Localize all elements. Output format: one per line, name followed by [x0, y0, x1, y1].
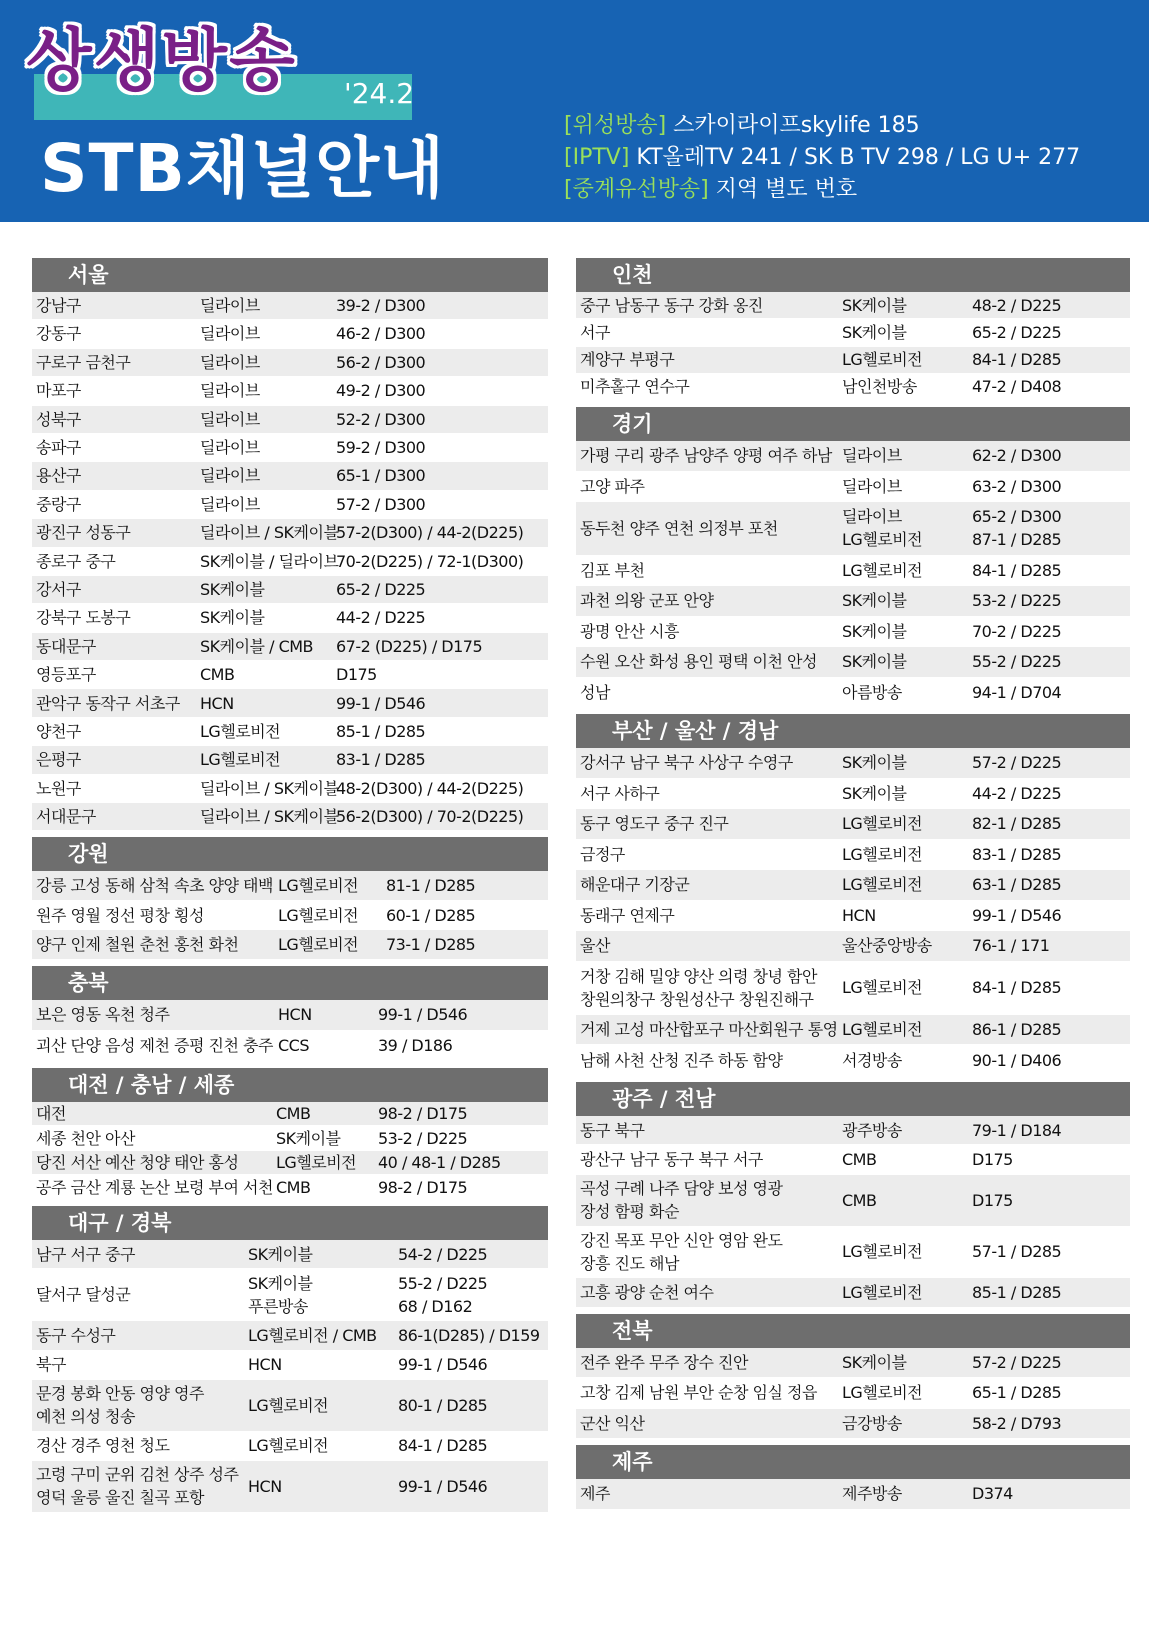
channel-cell: D175: [972, 1190, 1013, 1210]
provider-cell: 딜라이브: [200, 438, 260, 458]
region-cell: 양천구: [36, 721, 81, 741]
channel-cell: 98-2 / D175: [378, 1177, 468, 1197]
channel-row: [32, 349, 548, 377]
provider-cell: CCS: [278, 1036, 309, 1056]
provider-cell: LG헬로비전: [200, 721, 281, 741]
region-cell: 성북구: [36, 409, 81, 429]
channel-cell: 70-2(D225) / 72-1(D300): [336, 551, 524, 571]
region-cell: 중구 남동구 동구 강화 옹진: [580, 295, 763, 315]
channel-row: [576, 472, 1130, 503]
channel-cell: 57-1 / D285: [972, 1242, 1062, 1262]
region-cell: 고창 김제 남원 부안 순창 임실 정읍: [580, 1383, 817, 1403]
channel-row: [32, 901, 548, 931]
channel-row: [32, 689, 548, 717]
provider-cell: SK케이블 푸른방송: [248, 1273, 313, 1316]
provider-cell: 딜라이브: [842, 476, 902, 496]
provider-cell: LG헬로비전: [842, 844, 923, 864]
channel-cell: 85-1 / D285: [972, 1282, 1062, 1302]
channel-row: [576, 1116, 1130, 1146]
region-cell: 강릉 고성 동해 삼척 속초 양양 태백: [36, 876, 273, 896]
region-cell: 고양 파주: [580, 476, 645, 496]
channel-cell: D175: [336, 665, 377, 685]
provider-cell: LG헬로비전: [248, 1395, 329, 1415]
channel-row: [576, 1015, 1130, 1046]
section-header: 경기: [576, 407, 1130, 441]
channel-row: [32, 377, 548, 405]
section-header: 충북: [32, 966, 548, 1000]
provider-cell: 제주방송: [842, 1484, 902, 1504]
edition-date: '24.2: [344, 77, 415, 110]
region-cell: 보은 영동 옥천 청주: [36, 1005, 170, 1025]
channel-row: [32, 1175, 548, 1200]
provider-cell: 울산중앙방송: [842, 936, 932, 956]
channel-row: [32, 1102, 548, 1127]
channel-row: [576, 1479, 1130, 1510]
provider-cell: LG헬로비전: [842, 978, 923, 998]
channel-cell: 83-1 / D285: [972, 844, 1062, 864]
region-cell: 강동구: [36, 324, 81, 344]
stb-channel-guide-title: STB채널안내: [40, 130, 445, 207]
right-column: [576, 258, 1130, 1510]
region-cell: 동구 북구: [580, 1120, 645, 1140]
channel-list: [32, 292, 548, 831]
channel-row: [32, 1240, 548, 1270]
section-header: 인천: [576, 258, 1130, 292]
provider-cell: 딜라이브: [842, 446, 902, 466]
channel-list: [576, 748, 1130, 1076]
provider-cell: CMB: [200, 665, 235, 685]
channel-row: [32, 1321, 548, 1351]
channel-cell: 60-1 / D285: [386, 905, 476, 925]
provider-cell: 아름방송: [842, 682, 902, 702]
provider-cell: CMB: [842, 1150, 877, 1170]
channel-row: [576, 748, 1130, 779]
channel-row: [576, 1348, 1130, 1379]
channel-cell: 73-1 / D285: [386, 935, 476, 955]
info-line-iptv: [IPTV] KT올레TV 241 / SK B TV 298 / LG U+ 277: [564, 145, 1081, 170]
provider-cell: LG헬로비전: [842, 560, 923, 580]
channel-row: [32, 1380, 548, 1432]
channel-cell: 84-1 / D285: [972, 978, 1062, 998]
region-cell: 해운대구 기장군: [580, 875, 690, 895]
channel-list: [576, 292, 1130, 401]
provider-cell: LG헬로비전: [842, 350, 923, 370]
region-cell: 동구 수성구: [36, 1325, 116, 1345]
channel-row: [32, 519, 548, 547]
provider-cell: CMB: [276, 1104, 311, 1124]
channel-cell: 48-2(D300) / 44-2(D225): [336, 778, 524, 798]
channel-row: [576, 931, 1130, 962]
channel-row: [32, 1461, 548, 1513]
region-cell: 당진 서산 예산 청양 태안 홍성: [36, 1153, 239, 1173]
channel-cell: 99-1 / D546: [398, 1476, 488, 1496]
region-cell: 거창 김해 밀양 양산 의령 창녕 함안 창원의창구 창원성산구 창원진해구: [580, 966, 817, 1009]
channel-cell: 84-1 / D285: [972, 560, 1062, 580]
channel-row: [32, 661, 548, 689]
channel-row: [576, 292, 1130, 319]
channel-row: [576, 1278, 1130, 1308]
platform-info: [564, 110, 1080, 206]
channel-cell: 58-2 / D793: [972, 1413, 1062, 1433]
provider-cell: 딜라이브: [200, 466, 260, 486]
region-cell: 대전: [36, 1104, 66, 1124]
channel-cell: 39-2 / D300: [336, 296, 426, 316]
provider-cell: SK케이블: [842, 322, 907, 342]
channel-cell: 65-1 / D300: [336, 466, 426, 486]
region-cell: 구로구 금천구: [36, 352, 131, 372]
provider-cell: 딜라이브 / SK케이블: [200, 523, 339, 543]
provider-cell: LG헬로비전: [842, 1242, 923, 1262]
channel-cell: 44-2 / D225: [336, 608, 426, 628]
region-cell: 영등포구: [36, 665, 96, 685]
channel-cell: 90-1 / D406: [972, 1050, 1062, 1070]
region-cell: 고령 구미 군위 김천 상주 성주 영덕 울릉 울진 칠곡 포항: [36, 1465, 239, 1508]
provider-cell: 딜라이브 / SK케이블: [200, 778, 339, 798]
provider-cell: LG헬로비전: [276, 1153, 357, 1173]
channel-row: [576, 840, 1130, 871]
channel-cell: 67-2 (D225) / D175: [336, 636, 483, 656]
channel-cell: 46-2 / D300: [336, 324, 426, 344]
channel-cell: 82-1 / D285: [972, 814, 1062, 834]
provider-cell: CMB: [276, 1177, 311, 1197]
section-header: 전북: [576, 1314, 1130, 1348]
region-cell: 노원구: [36, 778, 81, 798]
channel-list: [576, 1479, 1130, 1510]
region-cell: 남구 서구 중구: [36, 1244, 135, 1264]
channel-cell: 53-2 / D225: [972, 591, 1062, 611]
provider-cell: HCN: [248, 1355, 282, 1375]
section-header: 대구 / 경북: [32, 1206, 548, 1240]
channel-row: [576, 347, 1130, 374]
region-cell: 서대문구: [36, 807, 96, 827]
region-cell: 계양구 부평구: [580, 350, 675, 370]
channel-row: [32, 491, 548, 519]
provider-cell: 금강방송: [842, 1413, 902, 1433]
region-cell: 고흥 광양 순천 여수: [580, 1282, 714, 1302]
provider-cell: LG헬로비전: [248, 1436, 329, 1456]
channel-row: [576, 962, 1130, 1015]
channel-row: [576, 1227, 1130, 1279]
channel-cell: 83-1 / D285: [336, 750, 426, 770]
section-header: 서울: [32, 258, 548, 292]
channel-row: [32, 548, 548, 576]
channel-row: [32, 718, 548, 746]
channel-row: [576, 809, 1130, 840]
channel-row: [32, 1126, 548, 1151]
provider-cell: SK케이블 / 딜라이브: [200, 551, 339, 571]
region-cell: 원주 영월 정선 평창 횡성: [36, 905, 204, 925]
info-line-satellite: [위성방송] 스카이라이프skylife 185: [564, 113, 920, 138]
provider-cell: 딜라이브 LG헬로비전: [842, 507, 923, 550]
provider-cell: SK케이블 / CMB: [200, 636, 314, 656]
channel-cell: 86-1 / D285: [972, 1020, 1062, 1040]
channel-list: [32, 871, 548, 960]
channel-cell: 81-1 / D285: [386, 876, 476, 896]
region-cell: 강북구 도봉구: [36, 608, 131, 628]
region-cell: 마포구: [36, 381, 81, 401]
channel-row: [32, 576, 548, 604]
channel-cell: 53-2 / D225: [378, 1128, 468, 1148]
channel-cell: 57-2 / D300: [336, 494, 426, 514]
channel-cell: 57-2 / D225: [972, 1352, 1062, 1372]
provider-cell: SK케이블: [276, 1128, 341, 1148]
provider-cell: SK케이블: [842, 621, 907, 641]
channel-row: [32, 1151, 548, 1176]
channel-row: [32, 1351, 548, 1381]
provider-cell: LG헬로비전: [278, 876, 359, 896]
region-cell: 남해 사천 산청 진주 하동 함양: [580, 1050, 783, 1070]
provider-cell: LG헬로비전: [278, 905, 359, 925]
channel-cell: 76-1 / 171: [972, 936, 1050, 956]
channel-list: [576, 1348, 1130, 1440]
broadcaster-title: 상생방송: [26, 22, 297, 101]
region-cell: 관악구 동작구 서초구: [36, 693, 180, 713]
channel-cell: 65-2 / D225: [972, 322, 1062, 342]
section-header: 부산 / 울산 / 경남: [576, 714, 1130, 748]
provider-cell: SK케이블: [842, 753, 907, 773]
provider-cell: 딜라이브: [200, 352, 260, 372]
channel-cell: 56-2(D300) / 70-2(D225): [336, 807, 524, 827]
channel-cell: 84-1 / D285: [972, 350, 1062, 370]
channel-row: [32, 462, 548, 490]
region-cell: 가평 구리 광주 남양주 양평 여주 하남: [580, 446, 832, 466]
channel-cell: 57-2 / D225: [972, 753, 1062, 773]
provider-cell: LG헬로비전: [200, 750, 281, 770]
channel-row: [576, 586, 1130, 617]
region-cell: 동두천 양주 연천 의정부 포천: [580, 518, 778, 538]
provider-cell: 남인천방송: [842, 377, 917, 397]
region-cell: 동래구 연제구: [580, 905, 675, 925]
provider-cell: SK케이블: [842, 591, 907, 611]
region-cell: 김포 부천: [580, 560, 645, 580]
region-cell: 전주 완주 무주 장수 진안: [580, 1352, 748, 1372]
region-cell: 동대문구: [36, 636, 96, 656]
region-cell: 수원 오산 화성 용인 평택 이천 안성: [580, 652, 817, 672]
channel-row: [576, 502, 1130, 555]
channel-cell: 99-1 / D546: [336, 693, 426, 713]
region-cell: 은평구: [36, 750, 81, 770]
channel-row: [32, 803, 548, 831]
provider-cell: LG헬로비전: [842, 875, 923, 895]
region-cell: 광진구 성동구: [36, 523, 131, 543]
region-cell: 광명 안산 시흥: [580, 621, 679, 641]
provider-cell: HCN: [248, 1476, 282, 1496]
channel-cell: 63-2 / D300: [972, 476, 1062, 496]
channel-row: [576, 647, 1130, 678]
channel-cell: 59-2 / D300: [336, 438, 426, 458]
channel-cell: 52-2 / D300: [336, 409, 426, 429]
region-cell: 미추홀구 연수구: [580, 377, 690, 397]
channel-row: [576, 1175, 1130, 1227]
channel-row: [32, 292, 548, 320]
channel-row: [576, 678, 1130, 709]
channel-cell: 39 / D186: [378, 1036, 453, 1056]
provider-cell: 광주방송: [842, 1120, 902, 1140]
channel-cell: 55-2 / D225 68 / D162: [398, 1273, 488, 1316]
channel-cell: 54-2 / D225: [398, 1244, 488, 1264]
channel-row: [576, 1045, 1130, 1076]
channel-cell: 62-2 / D300: [972, 446, 1062, 466]
provider-cell: SK케이블: [842, 652, 907, 672]
channel-row: [576, 1378, 1130, 1409]
channel-row: [32, 871, 548, 901]
channel-row: [576, 1409, 1130, 1440]
region-cell: 강남구: [36, 296, 81, 316]
channel-cell: 48-2 / D225: [972, 295, 1062, 315]
channel-cell: 85-1 / D285: [336, 721, 426, 741]
provider-cell: 딜라이브: [200, 381, 260, 401]
region-cell: 괴산 단양 음성 제천 증평 진천 충주: [36, 1036, 273, 1056]
provider-cell: 딜라이브: [200, 494, 260, 514]
channel-cell: 98-2 / D175: [378, 1104, 468, 1124]
channel-row: [576, 617, 1130, 648]
channel-cell: D374: [972, 1484, 1013, 1504]
channel-row: [32, 320, 548, 348]
provider-cell: SK케이블: [842, 783, 907, 803]
channel-cell: 65-2 / D300 87-1 / D285: [972, 507, 1062, 550]
provider-cell: LG헬로비전 / CMB: [248, 1325, 377, 1345]
provider-cell: LG헬로비전: [278, 935, 359, 955]
provider-cell: SK케이블: [248, 1244, 313, 1264]
region-cell: 동구 영도구 중구 진구: [580, 814, 729, 834]
channel-row: [32, 434, 548, 462]
channel-row: [576, 901, 1130, 932]
region-cell: 거제 고성 마산합포구 마산회원구 통영: [580, 1020, 838, 1040]
region-cell: 북구: [36, 1355, 66, 1375]
provider-cell: HCN: [278, 1005, 312, 1025]
provider-cell: HCN: [200, 693, 234, 713]
channel-cell: 94-1 / D704: [972, 682, 1062, 702]
channel-row: [576, 556, 1130, 587]
section-header: 대전 / 충남 / 세종: [32, 1068, 548, 1102]
channel-list: [32, 1000, 548, 1062]
section-header: 광주 / 전남: [576, 1082, 1130, 1116]
channel-list: [32, 1240, 548, 1513]
channel-cell: 79-1 / D184: [972, 1120, 1062, 1140]
region-cell: 중랑구: [36, 494, 81, 514]
region-cell: 달서구 달성군: [36, 1285, 131, 1305]
channel-cell: 47-2 / D408: [972, 377, 1062, 397]
channel-cell: 55-2 / D225: [972, 652, 1062, 672]
section-header: 강원: [32, 837, 548, 871]
channel-cell: 65-1 / D285: [972, 1383, 1062, 1403]
channel-cell: 65-2 / D225: [336, 580, 426, 599]
info-line-relay-cable: [중계유선방송] 지역 별도 번호: [564, 177, 858, 202]
section-header: 제주: [576, 1445, 1130, 1479]
channel-row: [576, 1145, 1130, 1175]
header-banner: [0, 0, 1149, 222]
region-cell: 울산: [580, 936, 610, 956]
channel-cell: D175: [972, 1150, 1013, 1170]
channel-cell: 99-1 / D546: [972, 905, 1062, 925]
region-cell: 양구 인제 철원 춘천 홍천 화천: [36, 935, 239, 955]
region-cell: 세종 천안 아산: [36, 1128, 135, 1148]
region-cell: 강서구 남구 북구 사상구 수영구: [580, 753, 793, 773]
channel-row: [576, 441, 1130, 472]
region-cell: 경산 경주 영천 청도: [36, 1436, 170, 1456]
region-cell: 금정구: [580, 844, 625, 864]
provider-cell: LG헬로비전: [842, 1383, 923, 1403]
channel-cell: 49-2 / D300: [336, 381, 426, 401]
channel-cell: 44-2 / D225: [972, 783, 1062, 803]
channel-row: [576, 779, 1130, 810]
channel-cell: 99-1 / D546: [398, 1355, 488, 1375]
provider-cell: LG헬로비전: [842, 1020, 923, 1040]
channel-cell: 99-1 / D546: [378, 1005, 468, 1025]
provider-cell: SK케이블: [200, 608, 265, 628]
provider-cell: LG헬로비전: [842, 1282, 923, 1302]
left-column: [32, 258, 548, 1513]
channel-cell: 57-2(D300) / 44-2(D225): [336, 523, 524, 543]
region-cell: 강서구: [36, 580, 81, 599]
region-cell: 성남: [580, 682, 610, 702]
channel-row: [32, 406, 548, 434]
channel-cell: 63-1 / D285: [972, 875, 1062, 895]
provider-cell: HCN: [842, 905, 876, 925]
provider-cell: 딜라이브: [200, 409, 260, 429]
channel-cell: 40 / 48-1 / D285: [378, 1153, 501, 1173]
channel-row: [32, 1000, 548, 1031]
region-cell: 강진 목포 무안 신안 영암 완도 장흥 진도 해남: [580, 1230, 783, 1273]
channel-cell: 70-2 / D225: [972, 621, 1062, 641]
region-cell: 서구 사하구: [580, 783, 660, 803]
region-cell: 송파구: [36, 438, 81, 458]
provider-cell: 딜라이브: [200, 324, 260, 344]
region-cell: 제주: [580, 1484, 610, 1504]
region-cell: 군산 익산: [580, 1413, 645, 1433]
channel-list: [576, 1116, 1130, 1308]
region-cell: 문경 봉화 안동 영양 영주 예천 의성 청송: [36, 1384, 204, 1427]
channel-row: [32, 930, 548, 960]
region-cell: 서구: [580, 322, 610, 342]
provider-cell: SK케이블: [842, 1352, 907, 1372]
channel-list: [576, 441, 1130, 708]
channel-cell: 80-1 / D285: [398, 1395, 488, 1415]
region-cell: 용산구: [36, 466, 81, 486]
provider-cell: LG헬로비전: [842, 814, 923, 834]
channel-row: [32, 1432, 548, 1462]
region-cell: 광산구 남구 동구 북구 서구: [580, 1150, 763, 1170]
channel-row: [32, 746, 548, 774]
provider-cell: SK케이블: [200, 580, 265, 599]
region-cell: 종로구 중구: [36, 551, 116, 571]
provider-cell: 딜라이브: [200, 296, 260, 316]
channel-row: [32, 604, 548, 632]
channel-cell: 56-2 / D300: [336, 352, 426, 372]
channel-row: [576, 374, 1130, 401]
provider-cell: 딜라이브 / SK케이블: [200, 807, 339, 827]
provider-cell: CMB: [842, 1190, 877, 1210]
channel-cell: 86-1(D285) / D159: [398, 1325, 540, 1345]
provider-cell: SK케이블: [842, 295, 907, 315]
channel-row: [32, 775, 548, 803]
channel-row: [576, 870, 1130, 901]
channel-row: [576, 319, 1130, 346]
channel-row: [32, 1269, 548, 1321]
region-cell: 과천 의왕 군포 안양: [580, 591, 714, 611]
channel-row: [32, 633, 548, 661]
channel-cell: 84-1 / D285: [398, 1436, 488, 1456]
channel-row: [32, 1031, 548, 1062]
region-cell: 공주 금산 계룡 논산 보령 부여 서천: [36, 1177, 273, 1197]
provider-cell: 서경방송: [842, 1050, 902, 1070]
channel-list: [32, 1102, 548, 1200]
region-cell: 곡성 구례 나주 담양 보성 영광 장성 함평 화순: [580, 1179, 783, 1222]
